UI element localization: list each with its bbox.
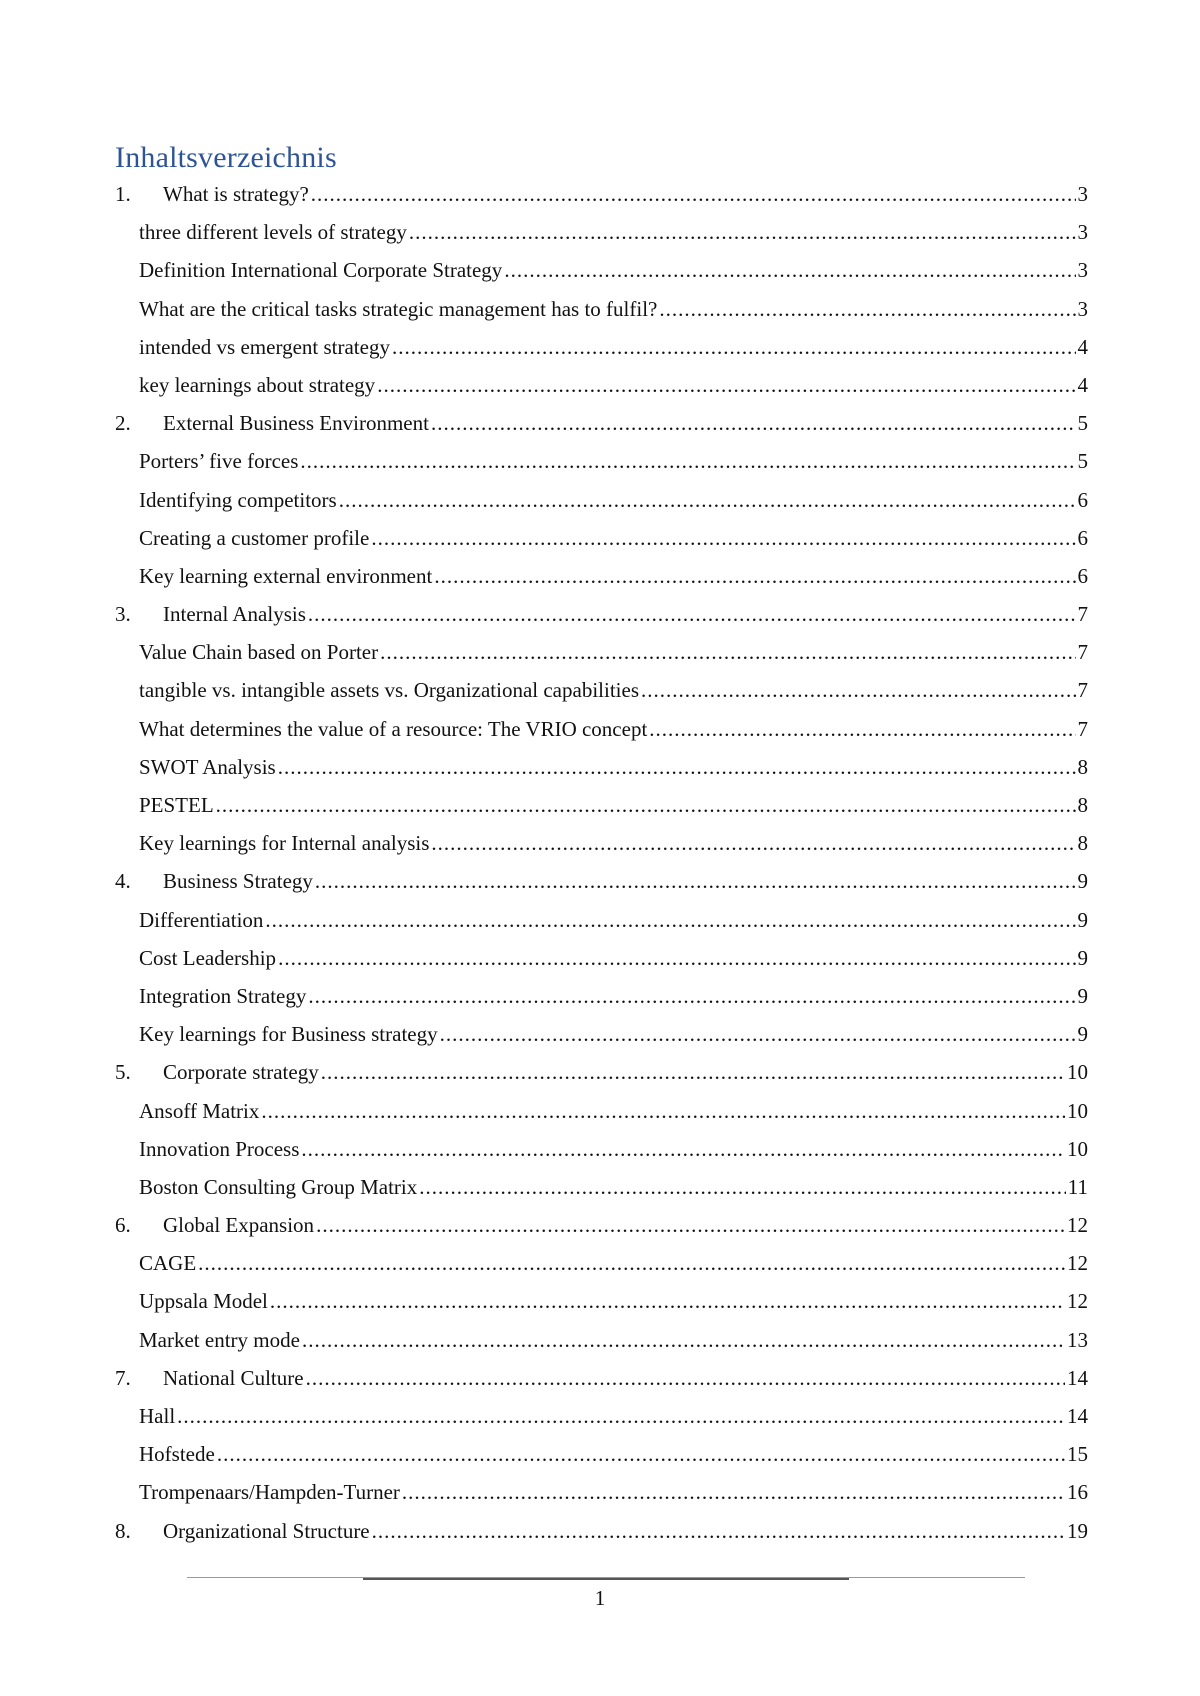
toc-entry-label: Market entry mode	[139, 1327, 300, 1352]
toc-entry-label: What is strategy?	[163, 182, 309, 206]
toc-entry-page: 3	[1077, 258, 1088, 283]
toc-entry-label: Innovation Process	[139, 1136, 300, 1161]
toc-entry-page: 4	[1077, 372, 1088, 397]
toc-entry-label: What are the critical tasks strategic management has to fulfil?	[139, 296, 658, 321]
toc-entry-page: 4	[1077, 334, 1088, 359]
toc-dot-leader	[504, 251, 1075, 289]
toc-entry-page: 5	[1077, 411, 1088, 436]
toc-dot-leader	[308, 977, 1075, 1015]
toc-entry-label: External Business Environment	[163, 411, 429, 436]
toc-entry-label: three different levels of strategy	[139, 220, 407, 245]
toc-entry-label: Global Expansion	[163, 1213, 315, 1238]
toc-entry-page: 16	[1067, 1480, 1088, 1505]
toc-dot-leader	[217, 1435, 1065, 1473]
toc-entry-label: National Culture	[163, 1365, 304, 1390]
toc-entry-page: 8	[1077, 754, 1088, 779]
toc-dot-leader	[265, 901, 1075, 939]
toc-entry[interactable]	[0, 1092, 1200, 1130]
toc-entry[interactable]	[0, 977, 1200, 1015]
toc-dot-leader	[372, 1512, 1065, 1550]
toc-entry-number: 7.	[115, 1365, 131, 1390]
toc-entry[interactable]	[0, 404, 1200, 442]
toc-dot-leader	[278, 748, 1076, 786]
toc-entry[interactable]	[0, 442, 1200, 480]
toc-entry-page: 11	[1067, 1174, 1088, 1199]
toc-entry-page: 3	[1077, 296, 1088, 321]
toc-entry-label: Uppsala Model	[139, 1289, 268, 1314]
toc-dot-leader	[315, 862, 1076, 900]
toc-dot-leader	[306, 1359, 1065, 1397]
toc-title: Inhaltsverzeichnis	[115, 141, 337, 174]
toc-dot-leader	[311, 175, 1076, 213]
toc-entry-page: 3	[1077, 182, 1088, 206]
toc-entry-page: 6	[1077, 487, 1088, 512]
page-number: 1	[594, 1586, 606, 1610]
toc-entry-page: 10	[1067, 1136, 1088, 1161]
toc-entry-label: Cost Leadership	[139, 945, 277, 970]
toc-entry-page: 10	[1067, 1060, 1088, 1085]
toc-entry-page: 9	[1077, 983, 1088, 1008]
toc-dot-leader	[177, 1397, 1065, 1435]
toc-dot-leader	[278, 939, 1075, 977]
toc-entry[interactable]	[0, 213, 1200, 251]
toc-dot-leader	[440, 1015, 1076, 1053]
toc-entry-number: 6.	[115, 1213, 131, 1238]
toc-entry-page: 9	[1077, 1022, 1088, 1047]
toc-dot-leader	[402, 1473, 1065, 1511]
toc-dot-leader	[659, 290, 1075, 328]
toc-dot-leader	[302, 1321, 1065, 1359]
toc-entry-label: Internal Analysis	[163, 602, 306, 627]
toc-entry-page: 8	[1077, 793, 1088, 817]
toc-dot-leader	[301, 1130, 1065, 1168]
toc-entry-number: 5.	[115, 1060, 131, 1085]
toc-entry[interactable]	[0, 1244, 1200, 1282]
toc-entry-page: 9	[1077, 869, 1088, 894]
toc-entry-number: 2.	[115, 411, 131, 436]
toc-dot-leader	[649, 710, 1075, 748]
toc-entry-page: 9	[1077, 945, 1088, 970]
toc-entry-label: Boston Consulting Group Matrix	[139, 1174, 418, 1199]
toc-entry[interactable]	[0, 1321, 1200, 1359]
toc-entry[interactable]	[0, 671, 1200, 709]
toc-entry-page: 14	[1067, 1404, 1088, 1428]
toc-dot-leader	[198, 1244, 1065, 1282]
toc-entry-label: What determines the value of a resource: The VRIO concept	[139, 716, 648, 741]
toc-entry-page: 7	[1077, 640, 1088, 665]
toc-entry-label: Creating a customer profile	[139, 525, 370, 550]
footer-divider-accent	[363, 1578, 849, 1580]
toc-entry[interactable]	[0, 1512, 1200, 1550]
toc-entry-label: Identifying competitors	[139, 487, 337, 512]
toc-entry-page: 14	[1067, 1365, 1088, 1390]
toc-entry[interactable]	[0, 1168, 1200, 1206]
toc-entry[interactable]	[0, 1397, 1200, 1435]
toc-dot-leader	[316, 1206, 1065, 1244]
toc-entry[interactable]	[0, 175, 1200, 213]
toc-entry-label: Porters’ five forces	[139, 449, 299, 474]
toc-dot-leader	[371, 519, 1075, 557]
toc-entry-label: Hall	[139, 1404, 176, 1428]
toc-dot-leader	[434, 557, 1075, 595]
toc-dot-leader	[308, 595, 1076, 633]
toc-entry-page: 12	[1067, 1213, 1088, 1238]
toc-entry[interactable]	[0, 251, 1200, 289]
toc-entry-label: Organizational Structure	[163, 1518, 370, 1543]
toc-entry-label: CAGE	[139, 1251, 197, 1276]
toc-entry-label: Value Chain based on Porter	[139, 640, 379, 665]
toc-entry-label: Business Strategy	[163, 869, 313, 894]
toc-dot-leader	[380, 633, 1075, 671]
toc-entry[interactable]	[0, 901, 1200, 939]
toc-entry-label: Key learnings for Business strategy	[139, 1022, 438, 1047]
toc-entry-number: 8.	[115, 1518, 131, 1543]
toc-dot-leader	[431, 404, 1076, 442]
toc-dot-leader	[216, 786, 1076, 824]
toc-entry[interactable]	[0, 328, 1200, 366]
toc-entry-label: Ansoff Matrix	[139, 1098, 260, 1123]
toc-entry[interactable]	[0, 786, 1200, 824]
toc-dot-leader	[339, 481, 1076, 519]
toc-entry-number: 1.	[115, 182, 131, 206]
toc-entry-page: 3	[1077, 220, 1088, 245]
toc-dot-leader	[261, 1092, 1065, 1130]
toc-entry-number: 3.	[115, 602, 131, 627]
toc-dot-leader	[321, 1053, 1065, 1091]
toc-entry[interactable]	[0, 824, 1200, 862]
toc-entry-page: 19	[1067, 1518, 1088, 1543]
toc-dot-leader	[392, 328, 1076, 366]
toc-entry-page: 6	[1077, 563, 1088, 588]
toc-dot-leader	[431, 824, 1075, 862]
toc-entry-page: 9	[1077, 907, 1088, 932]
toc-entry[interactable]	[0, 1435, 1200, 1473]
toc-entry-label: Definition International Corporate Strategy	[139, 258, 503, 283]
toc-entry[interactable]	[0, 1130, 1200, 1168]
toc-entry-label: Integration Strategy	[139, 983, 307, 1008]
toc-dot-leader	[641, 671, 1076, 709]
toc-entry[interactable]	[0, 481, 1200, 519]
toc-entry-page: 7	[1077, 678, 1088, 703]
toc-entry[interactable]	[0, 862, 1200, 900]
toc-entry-page: 13	[1067, 1327, 1088, 1352]
toc-entry[interactable]	[0, 595, 1200, 633]
toc-entry[interactable]	[0, 1473, 1200, 1511]
toc-entry[interactable]	[0, 710, 1200, 748]
toc-entry-page: 10	[1067, 1098, 1088, 1123]
toc-entry-page: 6	[1077, 525, 1088, 550]
table-of-contents	[0, 175, 1200, 1550]
toc-entry[interactable]	[0, 519, 1200, 557]
toc-entry[interactable]	[0, 557, 1200, 595]
toc-entry-label: Differentiation	[139, 907, 264, 932]
toc-entry-number: 4.	[115, 869, 131, 894]
toc-entry-label: Corporate strategy	[163, 1060, 319, 1085]
toc-dot-leader	[419, 1168, 1066, 1206]
toc-dot-leader	[409, 213, 1076, 251]
toc-entry-page: 7	[1077, 602, 1088, 627]
toc-entry[interactable]	[0, 1206, 1200, 1244]
toc-entry-label: key learnings about strategy	[139, 372, 376, 397]
toc-entry-label: Key learnings for Internal analysis	[139, 831, 430, 856]
toc-entry[interactable]	[0, 1359, 1200, 1397]
toc-dot-leader	[270, 1282, 1065, 1320]
toc-entry-label: Hofstede	[139, 1442, 215, 1467]
toc-entry-page: 15	[1067, 1442, 1088, 1467]
toc-dot-leader	[300, 442, 1075, 480]
toc-entry[interactable]	[0, 633, 1200, 671]
toc-entry[interactable]	[0, 939, 1200, 977]
toc-entry-page: 8	[1077, 831, 1088, 856]
toc-entry-page: 12	[1067, 1289, 1088, 1314]
toc-entry-label: PESTEL	[139, 793, 214, 817]
toc-entry[interactable]	[0, 748, 1200, 786]
toc-entry[interactable]	[0, 366, 1200, 404]
toc-entry[interactable]	[0, 1282, 1200, 1320]
toc-entry-page: 12	[1067, 1251, 1088, 1276]
toc-dot-leader	[377, 366, 1075, 404]
toc-entry-page: 5	[1077, 449, 1088, 474]
toc-entry-label: Key learning external environment	[139, 563, 433, 588]
toc-entry-label: SWOT Analysis	[139, 754, 276, 779]
toc-entry[interactable]	[0, 290, 1200, 328]
toc-entry-label: tangible vs. intangible assets vs. Organizational capabilities	[139, 678, 639, 703]
toc-entry-label: intended vs emergent strategy	[139, 334, 390, 359]
toc-entry-page: 7	[1077, 716, 1088, 741]
toc-entry[interactable]	[0, 1053, 1200, 1091]
toc-entry[interactable]	[0, 1015, 1200, 1053]
toc-entry-label: Trompenaars/Hampden-Turner	[139, 1480, 400, 1505]
